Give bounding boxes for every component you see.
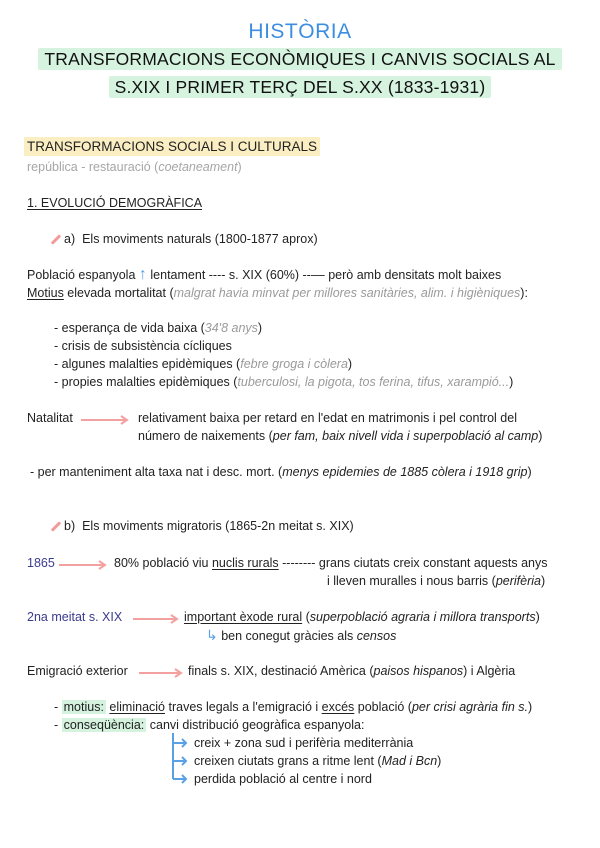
heading-evolucio: 1. EVOLUCIÓ DEMOGRÀFICA <box>27 196 203 210</box>
list-item <box>54 375 513 389</box>
up-arrow-icon: ↑ <box>138 266 147 283</box>
subheading-b-title: Els moviments migratoris (1865-2n meitat s. XIX) <box>82 519 354 533</box>
manteniment-c: ) <box>527 465 532 479</box>
y1865-line-2 <box>327 574 545 588</box>
list-item <box>194 736 413 750</box>
year-1865-label: 1865 <box>27 556 55 570</box>
motius-line <box>27 286 528 300</box>
motius-label: Motius <box>27 286 64 300</box>
section-subtitle-italic: coetaneament <box>158 160 238 174</box>
list-item-note: tuberculosi, la pigota, tos ferina, tifus, xarampió... <box>237 375 510 389</box>
meitat-a: ( <box>302 610 310 624</box>
subtitle-line-2 <box>0 77 600 98</box>
natalitat-line-2-c: ) <box>538 429 543 443</box>
manteniment-a: - per manteniment alta taxa nat i desc. mort. ( <box>30 465 283 479</box>
emigracio-a: finals s. XIX, destinació Amèrica ( <box>188 664 374 678</box>
list-item <box>54 339 232 353</box>
y1865-line-2-c: ) <box>540 574 546 588</box>
motius-note: malgrat havia minvat per millores sanitàries, alim. i higièniques <box>173 286 521 300</box>
poblacio-line <box>27 266 501 284</box>
list-item <box>54 321 262 335</box>
meitat-line <box>184 610 540 624</box>
motius-dash: - <box>54 700 62 714</box>
motius-c: ): <box>520 286 528 300</box>
motius-mig-a: traves legals a l'emigració i <box>165 700 322 714</box>
list-item-text: - crisis de subsistència cícliques <box>54 339 232 353</box>
censos-a: ben conegut gràcies als <box>221 629 357 643</box>
poblacio-text: Població espanyola <box>27 268 136 282</box>
list-item-end: ) <box>509 375 514 389</box>
natalitat-line-2-a: número de naixements ( <box>138 429 273 443</box>
consequencia-text: canvi distribució geogràfica espanyola: <box>146 718 365 732</box>
y1865-b: -------- grans ciutats creix constant aquests anys <box>278 556 548 570</box>
motius-mig-c: ) <box>528 700 533 714</box>
subheading-b-label: b) <box>64 519 76 533</box>
paisos-hispanos-text: paisos hispanos <box>373 664 464 678</box>
list-item-text: creixen ciutats grans a ritme lent ( <box>194 754 382 768</box>
meitat-italic: superpoblació agraria i millora transports <box>309 610 536 624</box>
list-item-end: ) <box>257 321 263 335</box>
list-item-text: - algunes malalties epidèmiques ( <box>54 357 241 371</box>
censos-italic: censos <box>356 629 397 643</box>
subheading-b <box>50 519 354 533</box>
nuclis-rurals-text: nuclis rurals <box>211 556 279 570</box>
natalitat-line-2 <box>138 429 542 443</box>
subheading-a <box>50 232 318 246</box>
list-item-end: ) <box>347 357 353 371</box>
list-item-text: - esperança de vida baixa ( <box>54 321 205 335</box>
section-title-text: TRANSFORMACIONS SOCIALS I CULTURALS <box>24 137 320 156</box>
subtitle-line-1 <box>0 49 600 70</box>
list-item <box>194 772 372 786</box>
meitat-label: 2na meitat s. XIX <box>27 610 123 624</box>
subtitle-text-2: S.XIX I PRIMER TERÇ DEL S.XX (1833-1931) <box>109 76 492 98</box>
section-subtitle-c: ) <box>237 160 242 174</box>
poblacio-text-b: lentament ---- s. XIX (60%) --–– però amb densitats molt baixes <box>150 268 502 282</box>
natalitat-label: Natalitat <box>27 411 73 425</box>
arrow-right-icon <box>80 414 132 426</box>
arrow-right-icon <box>138 667 186 679</box>
mortalitat-text: mortalitat <box>114 286 166 300</box>
manteniment-italic: menys epidemies de 1885 còlera i 1918 grip <box>282 465 528 479</box>
consequencia-line <box>54 718 364 732</box>
y1865-a: 80% població viu <box>114 556 212 570</box>
emigracio-label: Emigració exterior <box>27 664 128 678</box>
natalitat-line-1: relativament baixa per retard en l'edat en matrimonis i pel control del <box>138 411 517 425</box>
subheading-a-label: a) <box>64 232 76 246</box>
y1865-line-1 <box>114 556 548 570</box>
meitat-c: ) <box>535 610 540 624</box>
page-title: HISTÒRIA <box>248 20 352 43</box>
motius-mig-italic: per crisi agrària fin s. <box>411 700 528 714</box>
motius-highlight: motius: <box>63 700 104 714</box>
pen-mark-icon <box>51 234 62 245</box>
arrow-right-icon <box>58 559 110 571</box>
subheading-a-title: Els moviments naturals (1800-1877 aprox) <box>82 232 318 246</box>
list-item-italic: Mad i Bcn <box>381 754 438 768</box>
section-subtitle-a: república - restauració ( <box>27 160 159 174</box>
eliminacio-text: eliminació <box>109 700 166 714</box>
list-item-end: ) <box>437 754 442 768</box>
list-item-note: febre groga i còlera <box>240 357 348 371</box>
subtitle-text-1: TRANSFORMACIONS ECONÒMIQUES I CANVIS SOCIALS AL <box>38 48 561 70</box>
list-item <box>194 754 441 768</box>
motius-b: ( <box>165 286 174 300</box>
list-item-text: - propies malalties epidèmiques ( <box>54 375 238 389</box>
natalitat-line-2-italic: per fam, baix nivell vida i superpoblació al camp <box>272 429 539 443</box>
y1865-line-2-a: i lleven muralles i nous barris ( <box>327 574 496 588</box>
periferia-text: perifèria <box>495 574 541 588</box>
exces-text: excés <box>321 700 355 714</box>
conseq-dash: - <box>54 718 62 732</box>
emigracio-line <box>188 664 515 678</box>
list-item-note: 34'8 anys <box>204 321 258 335</box>
motius-mig-b: població ( <box>354 700 412 714</box>
corner-arrow-icon: ↳ <box>206 627 218 643</box>
list-item-text: perdida població al centre i nord <box>194 772 372 786</box>
consequencia-highlight: conseqüència: <box>63 718 145 732</box>
motius-migracio-line <box>54 700 532 714</box>
list-item-text: creix + zona sud i perifèria mediterrània <box>194 736 414 750</box>
emigracio-c: ) i Algèria <box>463 664 516 678</box>
section-subtitle <box>27 160 242 174</box>
manteniment-line <box>30 465 532 479</box>
censos-line <box>206 627 396 644</box>
exode-rural-text: important èxode rural <box>184 610 303 624</box>
section-title <box>24 139 320 154</box>
arrow-right-icon <box>132 613 182 625</box>
pen-mark-icon <box>51 521 62 532</box>
list-item <box>54 357 352 371</box>
motius-a: elevada <box>63 286 115 300</box>
branch-arrows-icon <box>168 731 192 785</box>
